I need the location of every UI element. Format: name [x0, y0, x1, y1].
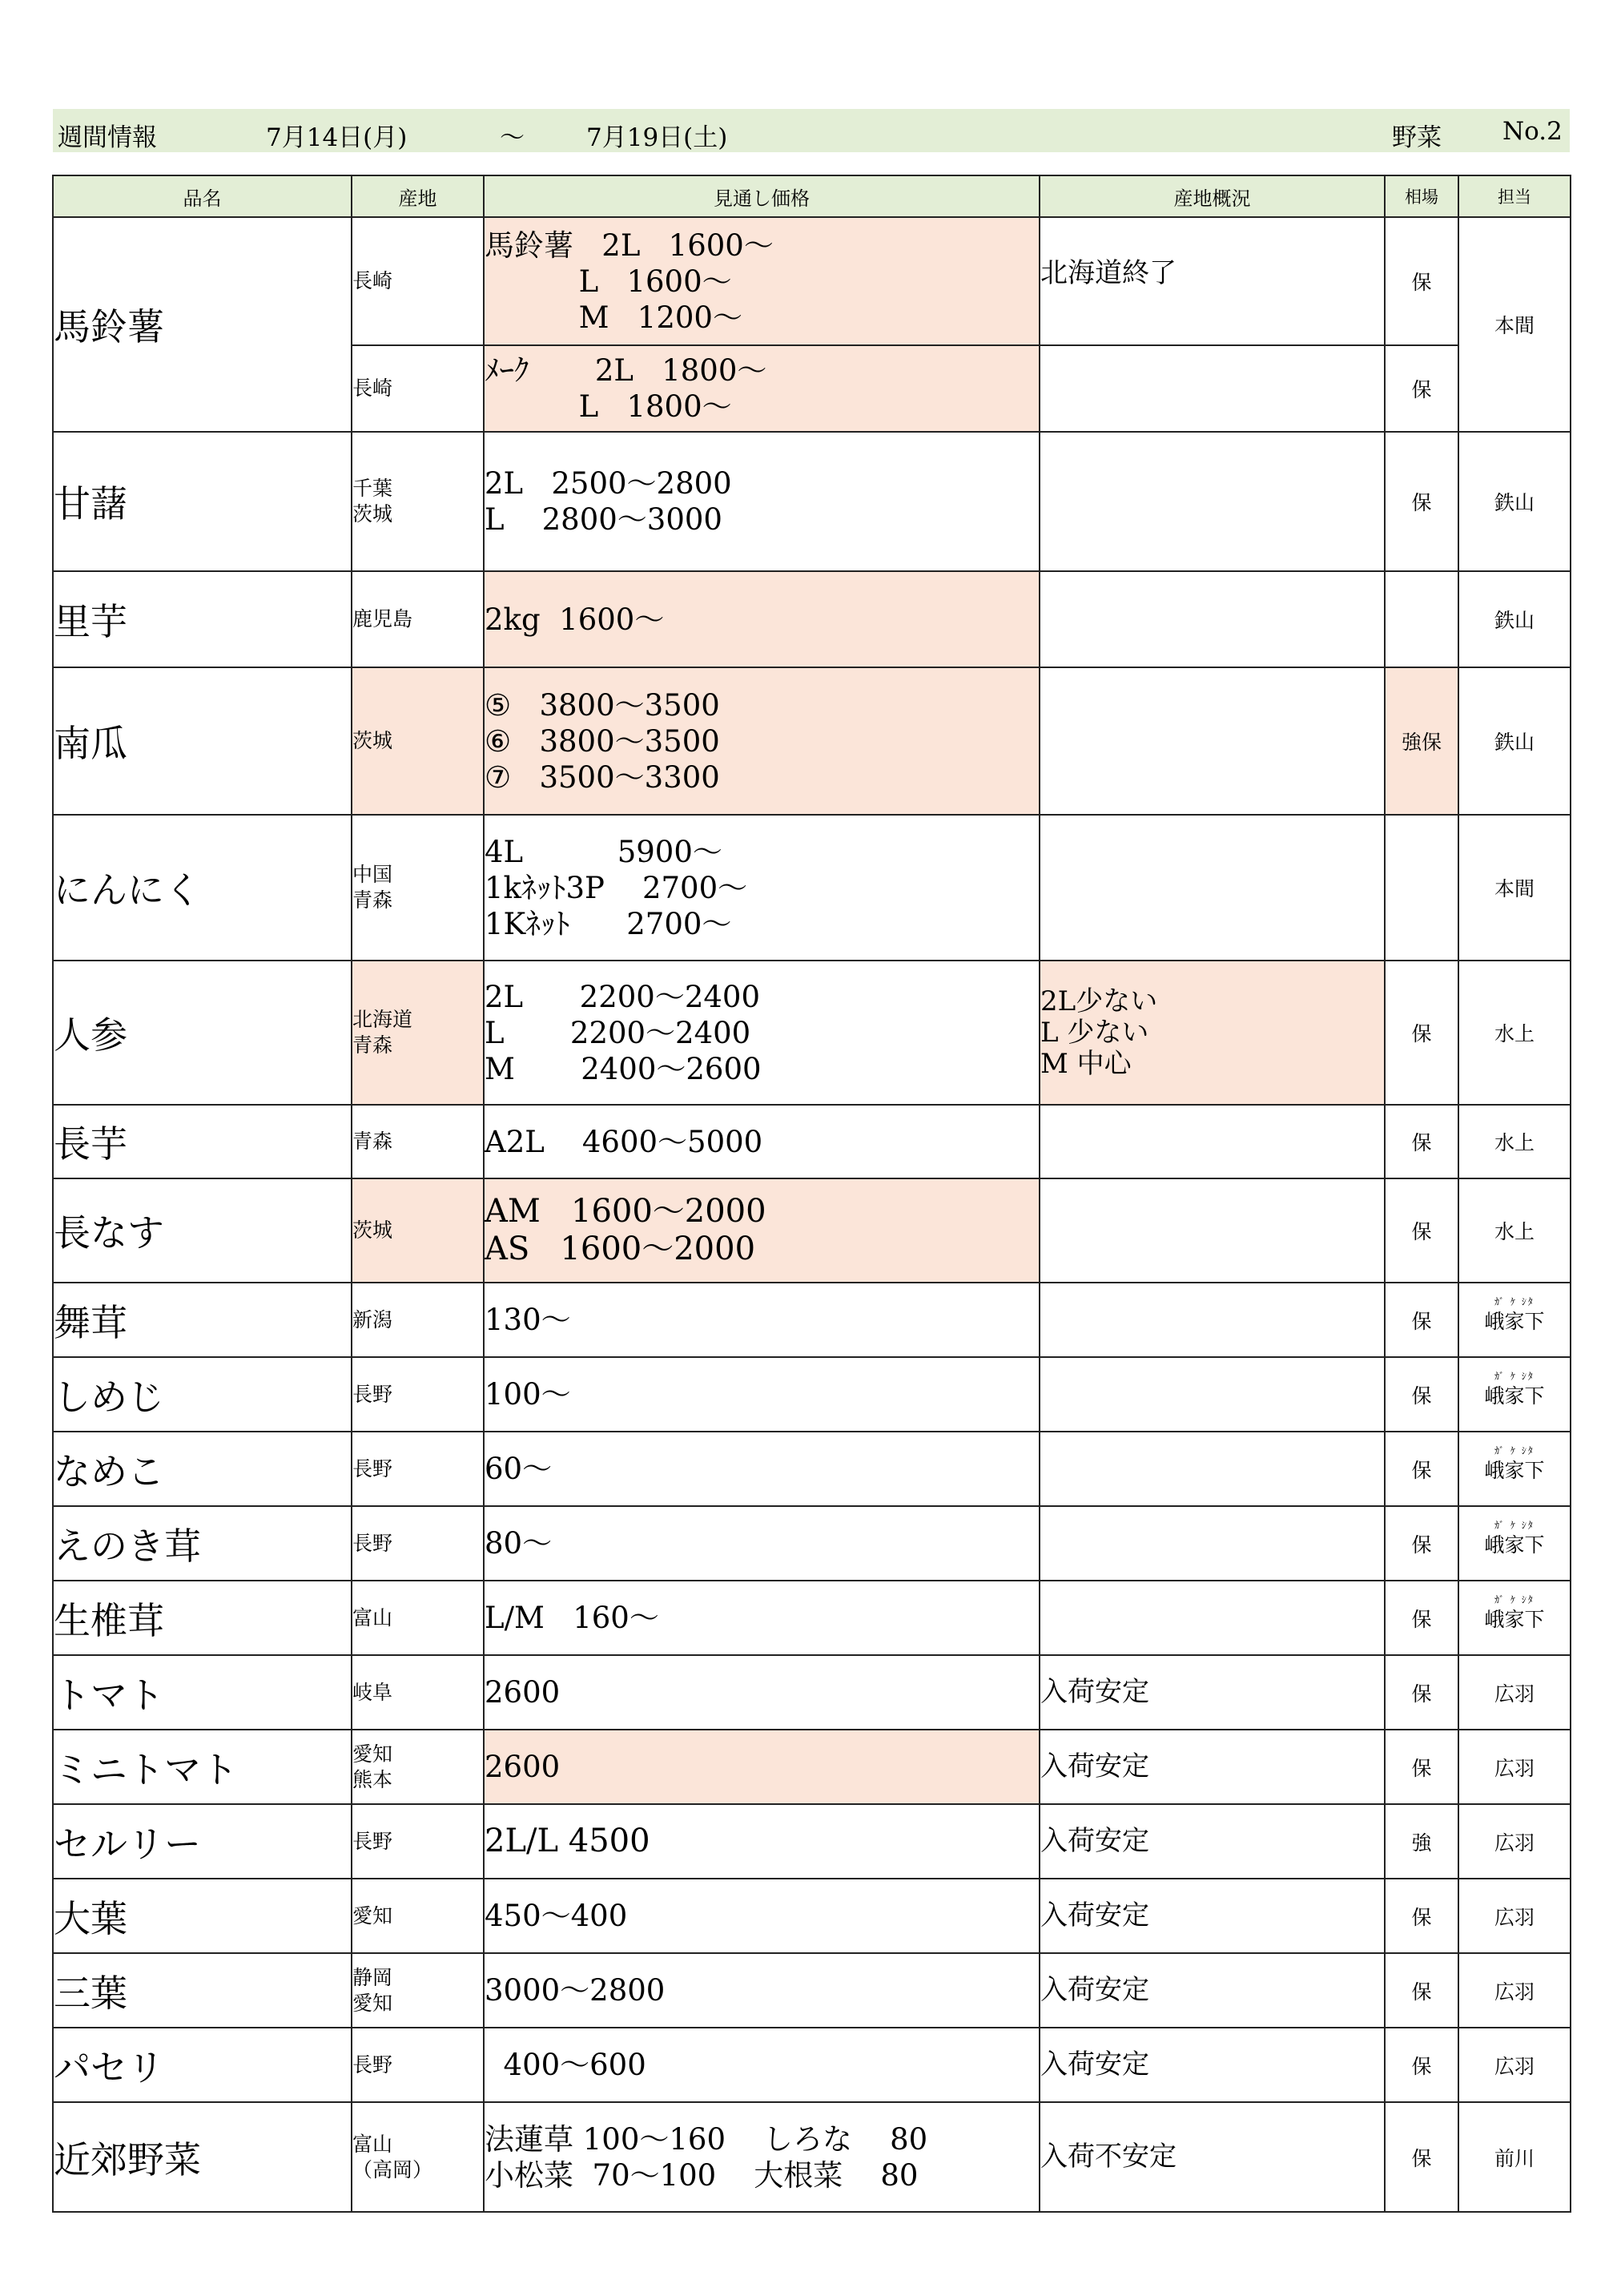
- price-line: AM 1600～2000: [485, 1193, 766, 1230]
- table-row: [53, 571, 1571, 667]
- condition-line: 入荷安定: [1040, 2048, 1149, 2080]
- origin-cell: [352, 1879, 484, 1953]
- price-cell: [484, 217, 1040, 345]
- market-cell: 保: [1385, 1730, 1458, 1804]
- market-cell: 強保: [1385, 667, 1458, 815]
- staff-cell: [1458, 1357, 1571, 1432]
- origin-cell: [352, 815, 484, 961]
- price-line: L 2800～3000: [485, 502, 722, 537]
- item-name: にんにく: [53, 815, 352, 961]
- market-cell: 保: [1385, 1432, 1458, 1506]
- staff-name-ruby: [1484, 1593, 1545, 1633]
- item-name: 南瓜: [53, 667, 352, 815]
- item-name: 里芋: [53, 571, 352, 667]
- price-line: ⑥ 3800～3500: [485, 723, 720, 759]
- staff-cell: 広羽: [1458, 1953, 1571, 2028]
- market-cell: 強: [1385, 1804, 1458, 1879]
- market-cell: 保: [1385, 1953, 1458, 2028]
- price-line: 1Kﾈｯﾄ 2700～: [485, 906, 732, 941]
- header-tilde: ～: [500, 123, 525, 152]
- price-cell: [484, 1506, 1040, 1581]
- item-name: えのき茸: [53, 1506, 352, 1581]
- condition-line: 2L少ない: [1040, 985, 1158, 1017]
- price-cell: [484, 345, 1040, 432]
- table-row: [53, 1581, 1571, 1655]
- origin-cell: [352, 1804, 484, 1879]
- price-line: 小松菜 70～100 大根菜 80: [485, 2157, 919, 2193]
- item-name: 三葉: [53, 1953, 352, 2028]
- table-row: [53, 1879, 1571, 1953]
- origin-line: 長野: [352, 1531, 393, 1555]
- col-staff-header: 担当: [1458, 175, 1571, 217]
- origin-line: 千葉: [352, 477, 393, 500]
- condition-line: L 少ない: [1040, 1016, 1149, 1049]
- item-name: なめこ: [53, 1432, 352, 1506]
- origin-cell: [352, 1953, 484, 2028]
- staff-cell: 広羽: [1458, 1879, 1571, 1953]
- staff-name-ruby: [1484, 1295, 1545, 1335]
- staff-name: 峨家下: [1484, 1309, 1545, 1333]
- staff-name: 峨家下: [1484, 1458, 1545, 1482]
- origin-line: 新潟: [352, 1307, 393, 1331]
- price-cell: [484, 2102, 1040, 2212]
- origin-line: 富山: [352, 1605, 393, 1629]
- condition-line: M 中心: [1040, 1047, 1132, 1080]
- table-row: [53, 1357, 1571, 1432]
- price-cell: [484, 815, 1040, 961]
- table-row: [53, 1432, 1571, 1506]
- header-date-to: 7月19日(土): [586, 123, 728, 152]
- origin-cell: [352, 432, 484, 571]
- table-row: [53, 1655, 1571, 1730]
- staff-cell: 広羽: [1458, 1655, 1571, 1730]
- price-line: A2L 4600～5000: [485, 1124, 763, 1159]
- origin-line: 鹿児島: [352, 607, 413, 630]
- condition-cell: [1040, 1730, 1385, 1804]
- origin-line: 北海道: [352, 1008, 413, 1031]
- table-header-row: [53, 175, 1571, 217]
- item-name: 舞茸: [53, 1283, 352, 1357]
- condition-cell: [1040, 571, 1385, 667]
- market-cell: 保: [1385, 1178, 1458, 1283]
- origin-line: 熊本: [352, 1767, 393, 1791]
- origin-line: 青森: [352, 888, 393, 912]
- origin-line: 茨城: [352, 1218, 393, 1242]
- price-line: L 1600～: [485, 264, 732, 299]
- price-line: L 2200～2400: [485, 1015, 751, 1050]
- header-title: 週間情報: [58, 123, 157, 152]
- condition-line: 入荷安定: [1040, 1974, 1149, 2006]
- price-cell: [484, 1730, 1040, 1804]
- price-cell: [484, 1804, 1040, 1879]
- price-line: 2600: [485, 1750, 561, 1784]
- origin-cell: [352, 2028, 484, 2102]
- price-line: L/M 160～: [485, 1601, 659, 1635]
- item-name: 近郊野菜: [53, 2102, 352, 2212]
- origin-cell: [352, 345, 484, 432]
- item-name: パセリ: [53, 2028, 352, 2102]
- price-cell: [484, 2028, 1040, 2102]
- origin-line: 茨城: [352, 729, 393, 752]
- price-line: 法蓮草 100～160 しろな 80: [485, 2121, 928, 2157]
- item-name: 生椎茸: [53, 1581, 352, 1655]
- staff-cell: 広羽: [1458, 1730, 1571, 1804]
- condition-line: 入荷安定: [1040, 1825, 1149, 1857]
- condition-cell: [1040, 1953, 1385, 2028]
- staff-cell: 本間: [1458, 217, 1571, 432]
- staff-ruby: ｶﾞ ｹ ｼﾀ: [1494, 1444, 1535, 1456]
- origin-cell: [352, 1655, 484, 1730]
- price-line: 2kg 1600～: [485, 602, 665, 637]
- price-line: 2L 2200～2400: [485, 979, 761, 1014]
- table-row: [53, 1730, 1571, 1804]
- price-line: L 1800～: [485, 389, 732, 424]
- price-cell: [484, 1105, 1040, 1178]
- condition-cell: [1040, 1432, 1385, 1506]
- staff-cell: 前川: [1458, 2102, 1571, 2212]
- item-name: セルリー: [53, 1804, 352, 1879]
- price-line: 馬鈴薯 2L 1600～: [485, 228, 774, 263]
- origin-cell: [352, 217, 484, 345]
- table-row: [53, 432, 1571, 571]
- market-cell: 保: [1385, 1357, 1458, 1432]
- origin-cell: [352, 1357, 484, 1432]
- origin-line: 青森: [352, 1130, 393, 1153]
- item-name: ミニトマト: [53, 1730, 352, 1804]
- condition-line: 北海道終了: [1040, 256, 1177, 289]
- table-row: [53, 2102, 1571, 2212]
- price-cell: [484, 1283, 1040, 1357]
- origin-line: 長崎: [352, 377, 393, 400]
- origin-line: 愛知: [352, 1903, 393, 1927]
- table-row: [53, 1178, 1571, 1283]
- condition-cell: [1040, 2102, 1385, 2212]
- origin-cell: [352, 1178, 484, 1283]
- staff-cell: 広羽: [1458, 1804, 1571, 1879]
- market-cell: 保: [1385, 1105, 1458, 1178]
- origin-line: 愛知: [352, 1991, 393, 2015]
- condition-cell: [1040, 217, 1385, 345]
- origin-cell: [352, 1432, 484, 1506]
- table-row: [53, 961, 1571, 1105]
- item-name: 人参: [53, 961, 352, 1105]
- condition-cell: [1040, 1804, 1385, 1879]
- price-line: 2600: [485, 1675, 561, 1710]
- staff-ruby: ｶﾞ ｹ ｼﾀ: [1494, 1370, 1535, 1382]
- table-row: [53, 1804, 1571, 1879]
- origin-cell: [352, 2102, 484, 2212]
- staff-name: 峨家下: [1484, 1533, 1545, 1557]
- origin-line: 愛知: [352, 1742, 393, 1766]
- condition-cell: [1040, 345, 1385, 432]
- table-row: [53, 2028, 1571, 2102]
- price-cell: [484, 1432, 1040, 1506]
- staff-cell: 本間: [1458, 815, 1571, 961]
- staff-name: 峨家下: [1484, 1384, 1545, 1408]
- market-cell: 保: [1385, 1506, 1458, 1581]
- staff-name-ruby: [1484, 1444, 1545, 1484]
- origin-line: 中国: [352, 863, 393, 886]
- market-cell: 保: [1385, 1283, 1458, 1357]
- origin-line: （高岡）: [352, 2157, 433, 2181]
- staff-cell: [1458, 1283, 1571, 1357]
- staff-cell: 水上: [1458, 1178, 1571, 1283]
- condition-cell: [1040, 1283, 1385, 1357]
- price-cell: [484, 1581, 1040, 1655]
- price-line: 1kﾈｯﾄ3P 2700～: [485, 870, 748, 905]
- condition-cell: [1040, 2028, 1385, 2102]
- item-name: 大葉: [53, 1879, 352, 1953]
- origin-cell: [352, 961, 484, 1105]
- origin-line: 長野: [352, 2052, 393, 2076]
- price-cell: [484, 1655, 1040, 1730]
- condition-line: 入荷安定: [1040, 1750, 1149, 1782]
- staff-name: 峨家下: [1484, 1607, 1545, 1631]
- staff-cell: 広羽: [1458, 2028, 1571, 2102]
- staff-cell: 鉄山: [1458, 667, 1571, 815]
- staff-cell: 水上: [1458, 1105, 1571, 1178]
- condition-cell: [1040, 1178, 1385, 1283]
- price-cell: [484, 571, 1040, 667]
- table-row: [53, 1283, 1571, 1357]
- staff-cell: 鉄山: [1458, 571, 1571, 667]
- price-cell: [484, 1879, 1040, 1953]
- market-cell: [1385, 815, 1458, 961]
- price-line: M 1200～: [485, 300, 742, 335]
- market-cell: 保: [1385, 345, 1458, 432]
- condition-cell: [1040, 1581, 1385, 1655]
- col-price-header: 見通し価格: [484, 175, 1040, 217]
- origin-line: 長野: [352, 1382, 393, 1406]
- price-line: 100～: [485, 1377, 571, 1412]
- market-cell: 保: [1385, 1879, 1458, 1953]
- table-row: [53, 667, 1571, 815]
- condition-cell: [1040, 667, 1385, 815]
- market-cell: 保: [1385, 217, 1458, 345]
- origin-line: 富山: [352, 2132, 393, 2156]
- item-name: 長なす: [53, 1178, 352, 1283]
- price-cell: [484, 667, 1040, 815]
- item-name: 甘藷: [53, 432, 352, 571]
- condition-cell: [1040, 815, 1385, 961]
- table-row: [53, 1506, 1571, 1581]
- price-line: 2L 2500～2800: [485, 466, 732, 501]
- staff-cell: [1458, 1581, 1571, 1655]
- col-condition-header: 産地概況: [1040, 175, 1385, 217]
- price-line: ⑤ 3800～3500: [485, 687, 720, 723]
- origin-line: 青森: [352, 1033, 393, 1057]
- table-row: [53, 1953, 1571, 2028]
- origin-cell: [352, 1105, 484, 1178]
- col-name-header: 品名: [53, 175, 352, 217]
- condition-cell: [1040, 1357, 1385, 1432]
- condition-cell: [1040, 961, 1385, 1105]
- origin-line: 長野: [352, 1456, 393, 1480]
- price-cell: [484, 1178, 1040, 1283]
- item-name: 馬鈴薯: [53, 217, 352, 432]
- condition-line: 入荷安定: [1040, 1899, 1149, 1931]
- origin-cell: [352, 1730, 484, 1804]
- market-cell: 保: [1385, 2028, 1458, 2102]
- origin-cell: [352, 1506, 484, 1581]
- staff-cell: [1458, 1506, 1571, 1581]
- staff-ruby: ｶﾞ ｹ ｼﾀ: [1494, 1295, 1535, 1307]
- origin-line: 長野: [352, 1829, 393, 1853]
- origin-line: 長崎: [352, 269, 393, 292]
- market-cell: 保: [1385, 2102, 1458, 2212]
- price-line: ﾒｰｸ 2L 1800～: [485, 353, 767, 388]
- condition-line: 入荷不安定: [1040, 2141, 1177, 2173]
- table-row: [53, 217, 1571, 345]
- price-line: 2L/L 4500: [485, 1823, 650, 1859]
- condition-cell: [1040, 1506, 1385, 1581]
- condition-cell: [1040, 432, 1385, 571]
- price-table: [52, 175, 1571, 2213]
- table-row: [53, 1105, 1571, 1178]
- origin-cell: [352, 571, 484, 667]
- price-line: 3000～2800: [485, 1973, 666, 2008]
- condition-cell: [1040, 1105, 1385, 1178]
- header-bar: [53, 109, 1570, 152]
- staff-name-ruby: [1484, 1519, 1545, 1558]
- market-cell: 保: [1385, 1655, 1458, 1730]
- price-line: 60～: [485, 1452, 553, 1486]
- header-number: No.2: [1502, 117, 1563, 146]
- price-line: 130～: [485, 1303, 571, 1337]
- item-name: 長芋: [53, 1105, 352, 1178]
- price-cell: [484, 1357, 1040, 1432]
- table-row: [53, 815, 1571, 961]
- condition-line: 入荷安定: [1040, 1676, 1149, 1708]
- col-origin-header: 産地: [352, 175, 484, 217]
- staff-cell: [1458, 1432, 1571, 1506]
- item-name: トマト: [53, 1655, 352, 1730]
- condition-cell: [1040, 1879, 1385, 1953]
- origin-cell: [352, 1581, 484, 1655]
- origin-line: 静岡: [352, 1965, 393, 1989]
- market-cell: 保: [1385, 961, 1458, 1105]
- price-line: 80～: [485, 1526, 553, 1561]
- market-cell: 保: [1385, 1581, 1458, 1655]
- staff-name-ruby: [1484, 1370, 1545, 1409]
- price-line: 450～400: [485, 1899, 628, 1933]
- staff-ruby: ｶﾞ ｹ ｼﾀ: [1494, 1519, 1535, 1531]
- origin-cell: [352, 1283, 484, 1357]
- origin-line: 茨城: [352, 502, 393, 526]
- header-date-from: 7月14日(月): [266, 123, 408, 152]
- price-line: M 2400～2600: [485, 1051, 762, 1086]
- price-line: ⑦ 3500～3300: [485, 759, 720, 795]
- staff-ruby: ｶﾞ ｹ ｼﾀ: [1494, 1593, 1535, 1605]
- item-name: しめじ: [53, 1357, 352, 1432]
- staff-cell: 鉄山: [1458, 432, 1571, 571]
- price-line: 400～600: [485, 2048, 646, 2082]
- header-category: 野菜: [1392, 123, 1442, 152]
- price-cell: [484, 961, 1040, 1105]
- staff-cell: 水上: [1458, 961, 1571, 1105]
- price-cell: [484, 1953, 1040, 2028]
- price-line: AS 1600～2000: [485, 1231, 756, 1267]
- market-cell: 保: [1385, 432, 1458, 571]
- price-line: 4L 5900～: [485, 834, 722, 869]
- col-market-header: 相場: [1385, 175, 1458, 217]
- origin-line: 岐阜: [352, 1680, 393, 1704]
- market-cell: [1385, 571, 1458, 667]
- condition-cell: [1040, 1655, 1385, 1730]
- origin-cell: [352, 667, 484, 815]
- price-cell: [484, 432, 1040, 571]
